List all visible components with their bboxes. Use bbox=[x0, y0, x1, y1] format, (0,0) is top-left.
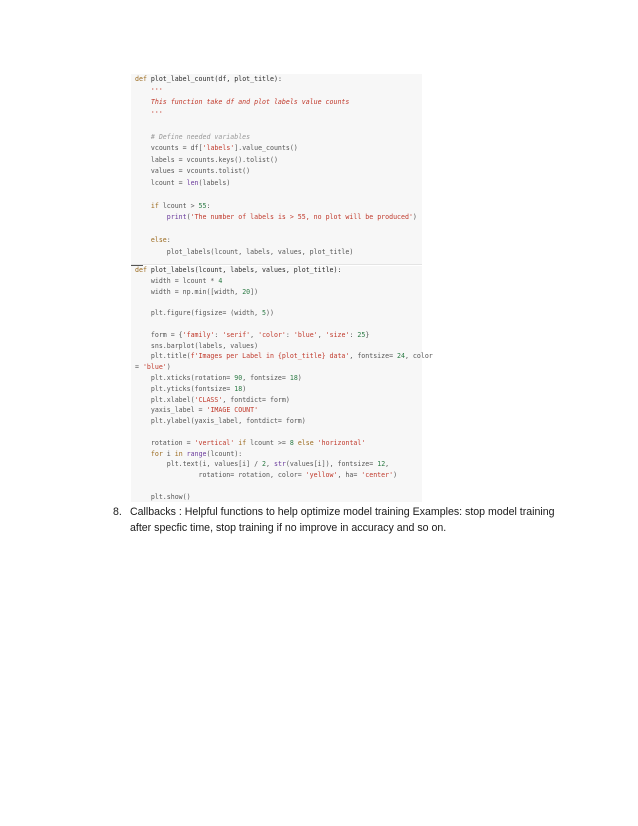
code-token: 'size' bbox=[325, 330, 350, 339]
code-line bbox=[135, 178, 230, 190]
code-token: ) bbox=[393, 471, 398, 480]
code-line bbox=[135, 373, 302, 385]
code-token: 90 bbox=[234, 374, 243, 382]
code-token: This function take df and plot labels value counts bbox=[135, 98, 350, 106]
code-token: plot_label_count bbox=[150, 75, 215, 83]
code-line bbox=[135, 351, 433, 363]
code-token: (lcount): bbox=[206, 449, 243, 458]
code-line bbox=[135, 247, 353, 259]
code-line bbox=[135, 395, 290, 407]
code-line bbox=[135, 405, 258, 417]
code-token: 'blue' bbox=[142, 363, 167, 372]
code-line bbox=[135, 449, 242, 461]
code-token: : bbox=[166, 236, 171, 244]
code-line bbox=[135, 166, 250, 178]
code-token: lcount = bbox=[135, 178, 187, 187]
code-line bbox=[135, 132, 250, 144]
code-token: plot_labels(lcount, labels, values, plot_title) bbox=[135, 247, 354, 256]
code-token: } bbox=[365, 330, 370, 339]
code-token: , ha= bbox=[337, 471, 362, 480]
code-token: (labels) bbox=[198, 178, 231, 187]
code-token: 18 bbox=[289, 374, 298, 382]
code-token: ]) bbox=[250, 287, 259, 296]
code-token: 20 bbox=[242, 287, 251, 296]
code-token: len bbox=[186, 178, 199, 187]
code-token: plt.xticks(rotation= bbox=[135, 374, 235, 382]
code-token: 'serif' bbox=[222, 330, 251, 339]
code-token: 'center' bbox=[361, 471, 394, 480]
code-token: range bbox=[186, 449, 207, 458]
code-token: def bbox=[135, 75, 151, 83]
code-token: : bbox=[206, 201, 211, 210]
code-token: 2 bbox=[262, 460, 267, 469]
code-block-plot-label-count bbox=[131, 74, 422, 264]
code-token: 18 bbox=[234, 384, 243, 393]
code-token: f'Images per Label in {plot_title} data' bbox=[190, 352, 350, 361]
code-token: labels = vcounts.keys().tolist() bbox=[135, 155, 278, 164]
code-line bbox=[135, 201, 210, 213]
code-line bbox=[135, 492, 191, 504]
code-token: 8 bbox=[289, 438, 294, 447]
code-token bbox=[135, 213, 167, 221]
code-token bbox=[135, 202, 151, 210]
code-token: yaxis_label = bbox=[135, 406, 207, 415]
code-line bbox=[135, 384, 246, 396]
code-token: 'family' bbox=[182, 330, 215, 339]
code-line bbox=[135, 308, 274, 320]
code-token: rotation = bbox=[135, 438, 195, 447]
code-line bbox=[135, 330, 369, 342]
code-token: # Define needed variables bbox=[135, 132, 251, 141]
code-token: 'color' bbox=[258, 330, 286, 339]
code-token: def bbox=[135, 266, 151, 274]
code-token: plot_labels bbox=[150, 266, 195, 274]
code-token: if bbox=[150, 201, 159, 210]
code-token: rotation= rotation, color= bbox=[135, 471, 306, 480]
code-token: plt.text(i, values[i] / bbox=[135, 460, 263, 469]
code-token: 'The number of labels is > 55, no plot will be produced' bbox=[190, 213, 413, 221]
code-token: ) bbox=[166, 363, 171, 372]
code-token: , fontsize= bbox=[349, 352, 398, 361]
code-line bbox=[135, 287, 258, 299]
code-token: sns.barplot(labels, values) bbox=[135, 341, 259, 350]
code-token: (lcount, labels, values, plot_title): bbox=[194, 266, 342, 274]
code-token: , fontsize= bbox=[242, 374, 290, 382]
code-token: , bbox=[250, 330, 259, 339]
code-token: in bbox=[174, 449, 183, 458]
code-token: 12 bbox=[377, 460, 386, 469]
code-line bbox=[135, 438, 365, 450]
code-token: plt.yticks(fontsize= bbox=[135, 384, 235, 393]
code-token: , bbox=[266, 460, 274, 469]
code-line bbox=[135, 74, 282, 86]
code-token: plt.figure(figsize= (width, bbox=[135, 309, 263, 318]
code-token: 24 bbox=[397, 352, 405, 361]
code-block-plot-labels bbox=[131, 266, 433, 502]
code-token: ) bbox=[412, 213, 417, 221]
code-line bbox=[135, 97, 349, 109]
code-token: else bbox=[150, 236, 167, 244]
code-token: 4 bbox=[218, 276, 223, 285]
code-token: lcount > bbox=[158, 201, 199, 210]
code-token: 'blue' bbox=[293, 330, 318, 339]
code-token: i bbox=[162, 449, 175, 458]
code-token: ''' bbox=[135, 109, 163, 118]
code-token: vcounts = df[ bbox=[135, 144, 203, 152]
code-token: 'yellow' bbox=[305, 471, 338, 480]
code-token: form = { bbox=[135, 330, 183, 339]
code-token: 25 bbox=[357, 330, 366, 339]
code-line bbox=[135, 143, 298, 155]
code-line bbox=[135, 459, 389, 471]
code-token: lcount >= bbox=[246, 438, 290, 447]
code-token: : bbox=[349, 330, 358, 339]
code-token: ].value_counts() bbox=[234, 144, 298, 152]
code-line bbox=[135, 155, 278, 167]
code-token: values = vcounts.tolist() bbox=[135, 167, 251, 175]
code-line bbox=[135, 265, 341, 277]
code-line bbox=[135, 362, 171, 374]
code-token: plt.title( bbox=[135, 352, 191, 361]
code-token: ) bbox=[297, 374, 302, 382]
code-line bbox=[135, 109, 163, 121]
code-token: 'horizontal' bbox=[317, 438, 366, 447]
code-token: else bbox=[297, 438, 314, 447]
code-token: 5 bbox=[262, 309, 267, 318]
code-line bbox=[135, 470, 397, 482]
code-token: ( bbox=[186, 213, 191, 221]
code-token bbox=[135, 236, 151, 244]
code-line bbox=[135, 341, 258, 353]
code-token: 55 bbox=[198, 201, 207, 210]
code-token: 'CLASS' bbox=[194, 395, 223, 404]
code-token: , bbox=[317, 330, 326, 339]
code-token: ''' bbox=[135, 86, 163, 95]
code-token: = bbox=[135, 363, 143, 372]
code-token: 'IMAGE COUNT' bbox=[206, 406, 259, 415]
code-token: )) bbox=[266, 309, 274, 318]
code-token: plt.ylabel(yaxis_label, fontdict= form) bbox=[135, 417, 306, 426]
code-line bbox=[135, 416, 306, 428]
list-item-text: Callbacks : Helpful functions to help optimize model training Examples: stop model training after specfic time, stop training if no improve in accuracy and so on. bbox=[130, 506, 555, 534]
code-token: ) bbox=[242, 384, 247, 393]
code-token: str bbox=[273, 460, 286, 469]
code-line bbox=[135, 212, 417, 224]
code-token: , fontdict= form) bbox=[222, 395, 290, 404]
code-token: : bbox=[214, 330, 223, 339]
code-line bbox=[135, 86, 163, 98]
code-line bbox=[135, 235, 171, 247]
code-token bbox=[135, 450, 151, 458]
code-token: , color bbox=[404, 352, 433, 361]
code-line bbox=[135, 276, 222, 288]
code-token: (values[i]), fontsize= bbox=[285, 460, 378, 469]
code-token: 'labels' bbox=[202, 144, 235, 152]
code-token: (df, plot_title): bbox=[214, 75, 282, 83]
code-token: : bbox=[285, 330, 294, 339]
list-item-number: 8. bbox=[113, 506, 122, 518]
code-token: plt.xlabel( bbox=[135, 395, 195, 404]
code-token: width = np.min([width, bbox=[135, 287, 243, 296]
code-token: plt.show() bbox=[135, 492, 191, 501]
code-token: width = lcount * bbox=[135, 276, 219, 285]
code-token: if bbox=[238, 438, 247, 447]
code-token: for bbox=[150, 449, 163, 458]
code-token: , bbox=[385, 460, 390, 469]
code-token: 'vertical' bbox=[194, 438, 235, 447]
code-token: print bbox=[166, 213, 187, 221]
